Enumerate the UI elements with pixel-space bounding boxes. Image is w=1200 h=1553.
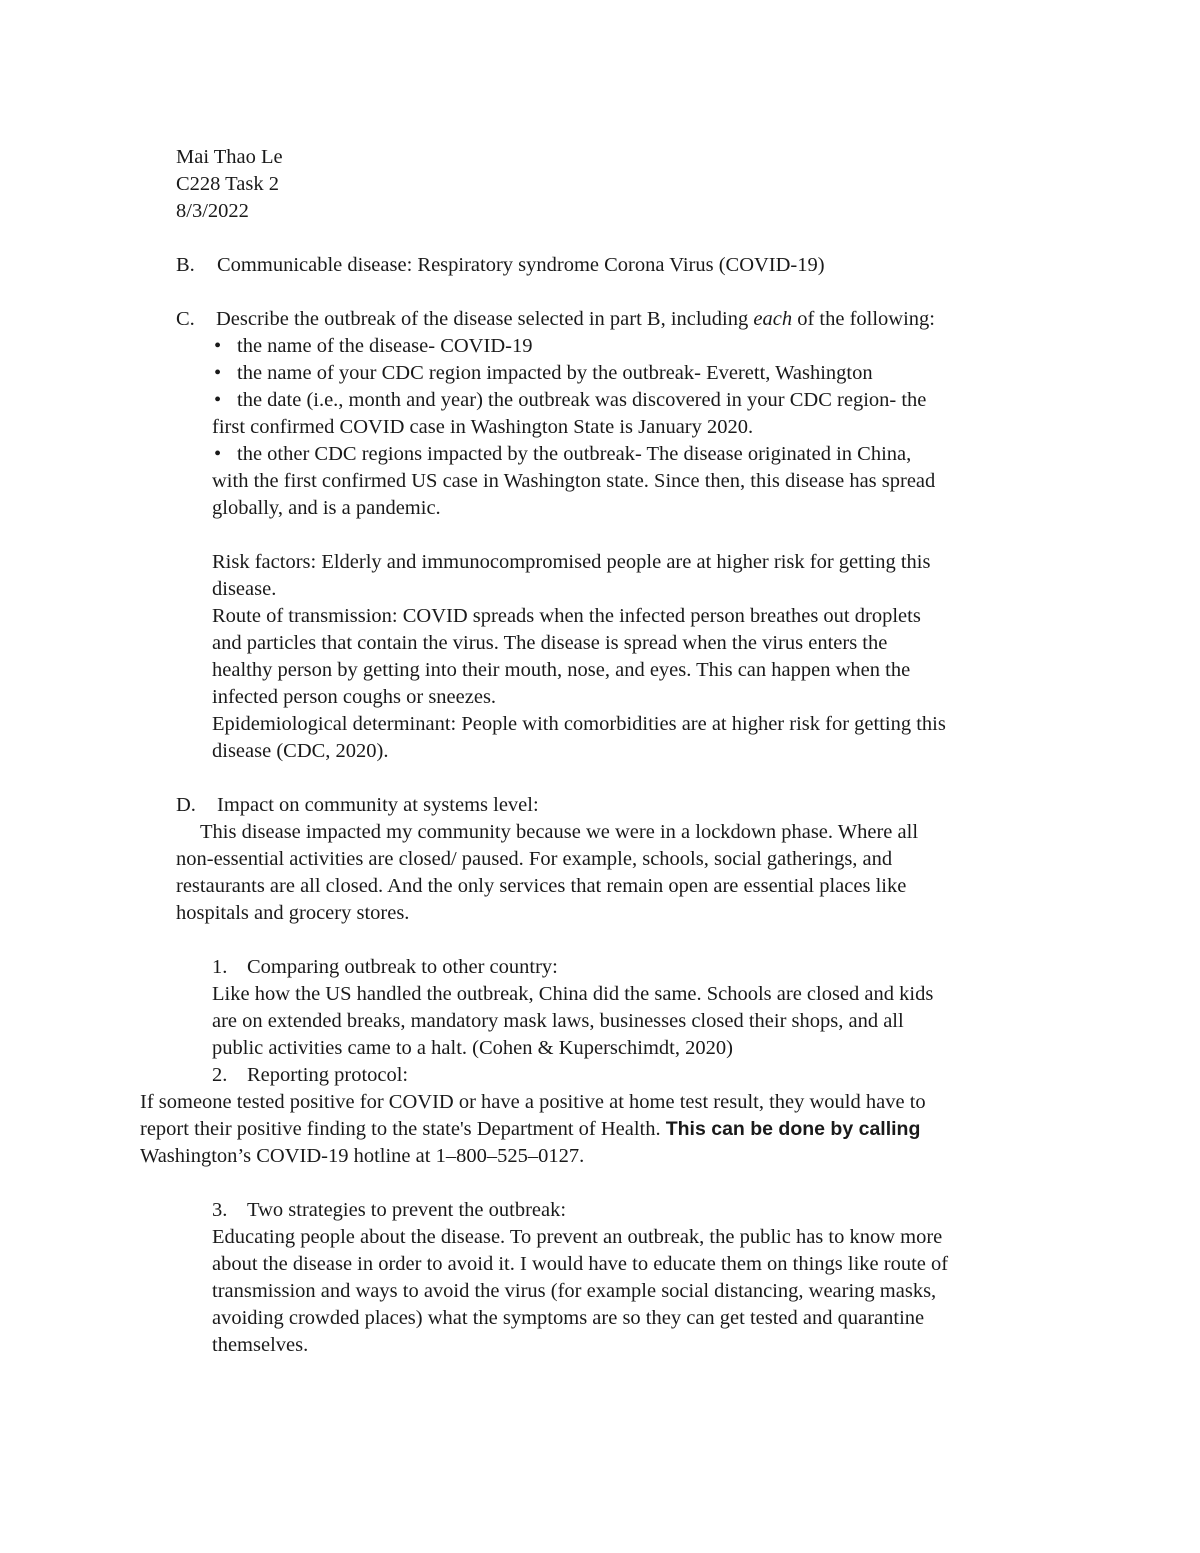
item-3-body-line-4: avoiding crowded places) what the symptoms are so they can get tested and quarantine <box>212 1307 925 1329</box>
risk-factors-line-1: Risk factors: Elderly and immunocompromised people are at higher risk for getting this <box>212 551 931 573</box>
section-d-body-line-3: restaurants are all closed. And the only services that remain open are essential places like <box>176 875 907 897</box>
bullet-3-line-2: first confirmed COVID case in Washington State is January 2020. <box>212 416 754 438</box>
course-task: C228 Task 2 <box>176 173 279 195</box>
bullet-4-line-1: the other CDC regions impacted by the outbreak- The disease originated in China, <box>237 443 912 465</box>
item-2-body-line-2-bold: This can be done by calling <box>665 1118 921 1140</box>
section-b-marker: B. <box>176 254 195 276</box>
section-b-text: Communicable disease: Respiratory syndrome Corona Virus (COVID-19) <box>217 254 825 276</box>
item-3-body-line-2: about the disease in order to avoid it. I would have to educate them on things like route of <box>212 1253 949 1275</box>
route-line-3: healthy person by getting into their mouth, nose, and eyes. This can happen when the <box>212 659 911 681</box>
bullet-3-line-1: the date (i.e., month and year) the outbreak was discovered in your CDC region- the <box>237 389 927 411</box>
bullet-icon: • <box>214 362 222 384</box>
item-3-body-line-5: themselves. <box>212 1334 309 1356</box>
item-3-body-line-3: transmission and ways to avoid the virus (for example social distancing, wearing masks, <box>212 1280 937 1302</box>
route-line-2: and particles that contain the virus. The disease is spread when the virus enters the <box>212 632 888 654</box>
item-1-body-line-3: public activities came to a halt. (Cohen & Kuperschimdt, 2020) <box>212 1037 733 1059</box>
item-2-body-line-3: Washington’s COVID-19 hotline at 1–800–525–0127. <box>140 1145 585 1167</box>
section-c-intro-before: Describe the outbreak of the disease selected in part B, including <box>216 308 754 330</box>
document-date: 8/3/2022 <box>176 200 249 222</box>
determinant-line-1: Epidemiological determinant: People with comorbidities are at higher risk for getting this <box>212 713 946 735</box>
item-1-marker: 1. <box>212 956 228 978</box>
route-line-4: infected person coughs or sneezes. <box>212 686 497 708</box>
item-2-body-line-1: If someone tested positive for COVID or have a positive at home test result, they would have to <box>140 1091 926 1113</box>
item-3-body-line-1: Educating people about the disease. To prevent an outbreak, the public has to know more <box>212 1226 943 1248</box>
section-d-heading: Impact on community at systems level: <box>217 794 539 816</box>
bullet-icon: • <box>214 335 222 357</box>
section-c-intro-emphasis: each <box>753 308 793 330</box>
section-d-marker: D. <box>176 794 196 816</box>
item-1-body-line-1: Like how the US handled the outbreak, China did the same. Schools are closed and kids <box>212 983 934 1005</box>
item-2-marker: 2. <box>212 1064 228 1086</box>
bullet-2-line-1: the name of your CDC region impacted by the outbreak- Everett, Washington <box>237 362 873 384</box>
bullet-4-line-2: with the first confirmed US case in Washington state. Since then, this disease has spread <box>212 470 936 492</box>
item-1-body-line-2: are on extended breaks, mandatory mask laws, businesses closed their shops, and all <box>212 1010 904 1032</box>
risk-factors-line-2: disease. <box>212 578 277 600</box>
item-1-heading: Comparing outbreak to other country: <box>247 956 558 978</box>
bullet-1-line-1: the name of the disease- COVID-19 <box>237 335 533 357</box>
item-3-marker: 3. <box>212 1199 228 1221</box>
route-line-1: Route of transmission: COVID spreads when the infected person breathes out droplets <box>212 605 921 627</box>
author-name: Mai Thao Le <box>176 146 283 168</box>
item-3-heading: Two strategies to prevent the outbreak: <box>247 1199 567 1221</box>
section-d-body-line-4: hospitals and grocery stores. <box>176 902 410 924</box>
section-c-intro-after: of the following: <box>792 308 935 330</box>
section-c-marker: C. <box>176 308 195 330</box>
item-2-body-line-2-plain: report their positive finding to the state's Department of Health. <box>140 1118 666 1140</box>
bullet-4-line-3: globally, and is a pandemic. <box>212 497 441 519</box>
item-2-body-line-2 <box>140 1119 920 1140</box>
bullet-icon: • <box>214 389 222 411</box>
item-2-heading: Reporting protocol: <box>247 1064 409 1086</box>
section-d-body-line-2: non-essential activities are closed/ paused. For example, schools, social gatherings, and <box>176 848 893 870</box>
section-d-body-line-1: This disease impacted my community because we were in a lockdown phase. Where all <box>200 821 919 843</box>
section-c-intro <box>216 309 935 330</box>
determinant-line-2: disease (CDC, 2020). <box>212 740 389 762</box>
bullet-icon: • <box>214 443 222 465</box>
